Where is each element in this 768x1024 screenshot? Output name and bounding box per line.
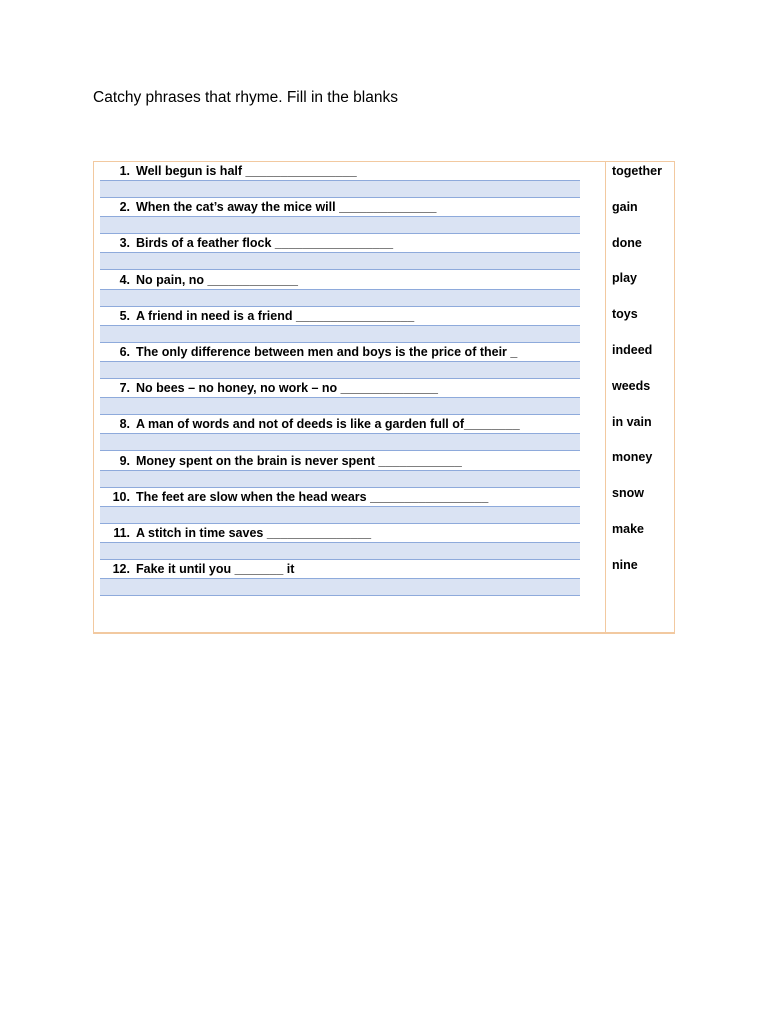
phrase-text: When the cat’s away the mice will ______________ (136, 200, 437, 215)
answer-line[interactable] (100, 506, 580, 524)
phrase-number: 11. (113, 525, 130, 540)
phrase-row (100, 271, 580, 307)
phrase-text: Money spent on the brain is never spent ____________ (136, 453, 462, 468)
answer-line[interactable] (100, 470, 580, 488)
word-bank-item: nine (612, 557, 638, 572)
phrase-row (100, 307, 580, 343)
phrase-row (100, 560, 580, 596)
phrase-text: A friend in need is a friend _________________ (136, 308, 415, 323)
phrase-number: 8. (119, 417, 130, 432)
word-bank-item: toys (612, 307, 638, 322)
answer-line[interactable] (100, 542, 580, 560)
word-bank-item: play (612, 271, 638, 286)
phrase-row (100, 379, 580, 415)
phrase-text: Fake it until you _______ it (136, 562, 295, 577)
answer-line[interactable] (100, 397, 580, 415)
phrase-number: 12. (112, 562, 130, 577)
phrase-number: 2. (119, 200, 130, 215)
phrase-text: The only difference between men and boys is the price of their _ (136, 344, 518, 359)
word-bank-item: gain (612, 199, 638, 214)
phrase-text: A stitch in time saves _______________ (136, 525, 372, 540)
phrase-row (100, 524, 580, 560)
phrase-number: 9. (119, 453, 130, 468)
phrase-row (100, 162, 580, 198)
phrase-text: Birds of a feather flock _________________ (136, 236, 394, 251)
phrase-number: 3. (119, 236, 130, 251)
word-bank-item: in vain (612, 414, 652, 429)
phrase-text: The feet are slow when the head wears _________________ (136, 489, 489, 504)
phrase-number: 6. (119, 344, 130, 359)
word-bank (612, 162, 674, 592)
answer-line[interactable] (100, 180, 580, 198)
phrase-row (100, 343, 580, 379)
phrase-row (100, 415, 580, 451)
phrase-row (100, 452, 580, 488)
worksheet-title: Catchy phrases that rhyme. Fill in the blanks (93, 89, 398, 106)
word-bank-item: snow (612, 486, 644, 501)
phrase-row (100, 488, 580, 524)
answer-line[interactable] (100, 289, 580, 307)
phrase-row (100, 198, 580, 234)
phrase-text: A man of words and not of deeds is like a garden full of________ (136, 417, 520, 432)
answer-line[interactable] (100, 252, 580, 270)
phrase-list (100, 162, 580, 596)
phrase-number: 5. (119, 308, 130, 323)
phrase-number: 1. (119, 164, 130, 178)
word-bank-item: done (612, 235, 642, 250)
phrase-text: No pain, no _____________ (136, 272, 298, 287)
phrase-row (100, 234, 580, 270)
word-bank-item: money (612, 450, 653, 465)
word-bank-item: make (612, 521, 644, 536)
answer-line[interactable] (100, 433, 580, 451)
word-bank-item: weeds (612, 378, 651, 393)
word-bank-item: together (612, 164, 662, 178)
phrase-number: 10. (112, 489, 130, 504)
phrase-number: 7. (119, 381, 130, 396)
phrase-number: 4. (119, 272, 130, 287)
column-divider (605, 162, 606, 632)
answer-line[interactable] (100, 361, 580, 379)
word-bank-item: indeed (612, 342, 653, 357)
phrase-text: No bees – no honey, no work – no ______________ (136, 381, 438, 396)
phrase-text: Well begun is half ________________ (136, 164, 357, 178)
exercise-table (93, 161, 675, 634)
answer-line[interactable] (100, 216, 580, 234)
answer-line[interactable] (100, 578, 580, 596)
answer-line[interactable] (100, 325, 580, 343)
